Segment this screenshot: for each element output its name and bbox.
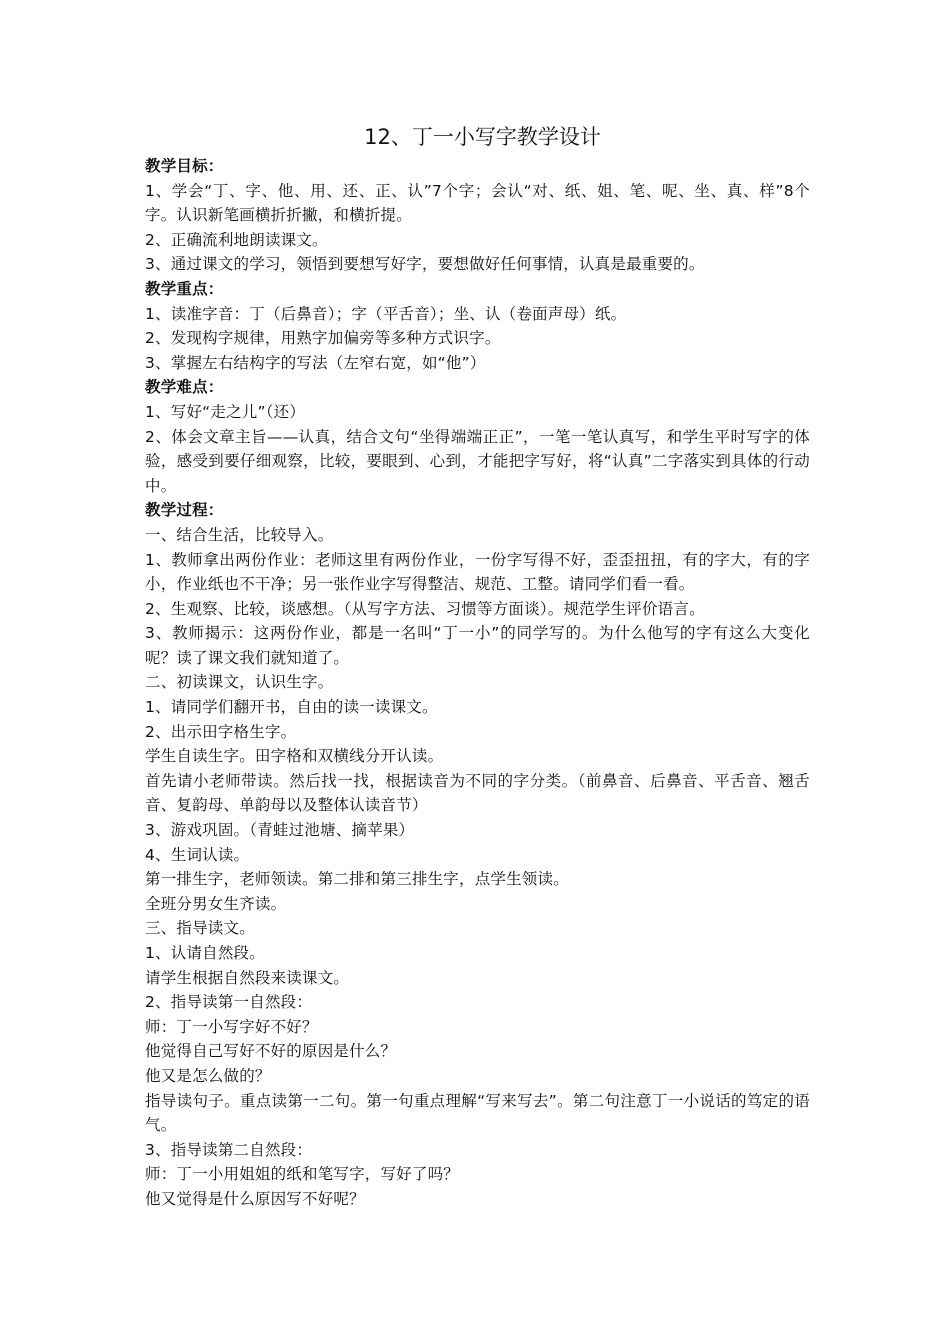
paragraph-line: 1、教师拿出两份作业：老师这里有两份作业，一份字写得不好，歪歪扭扭，有的字大，有的字小，作业纸也不干净；另一张作业字写得整洁、规范、工整。请同学们看一看。 xyxy=(145,550,810,594)
document-title: 12、丁一小写字教学设计 xyxy=(364,125,601,149)
paragraph-line: 他觉得自己写好不好的原因是什么？ xyxy=(145,1042,397,1061)
section-heading: 教学难点： xyxy=(145,378,224,397)
paragraph-line: 首先请小老师带读。然后找一找，根据读音为不同的字分类。（前鼻音、后鼻音、平舌音、翘舌音、复韵母、单韵母以及整体认读音节） xyxy=(145,771,810,815)
paragraph-line: 2、体会文章主旨——认真，结合文句“坐得端端正正”，一笔一笔认真写，和学生平时写字的体验，感受到要仔细观察，比较，要眼到、心到，才能把字写好，将“认真”二字落实到具体的行动中。 xyxy=(145,427,810,495)
paragraph-line: 1、请同学们翻开书，自由的读一读课文。 xyxy=(145,698,438,717)
paragraph-line: 指导读句子。重点读第一二句。第一句重点理解“写来写去”。第二句注意丁一小说话的笃定的语气。 xyxy=(145,1091,810,1135)
paragraph-line: 二、初读课文，认识生字。 xyxy=(145,673,334,692)
paragraph-line: 他又是怎么做的？ xyxy=(145,1066,271,1085)
paragraph-line: 1、读准字音：丁（后鼻音）；字（平舌音）；坐、认（卷面声母）纸。 xyxy=(145,304,627,323)
paragraph-line: 2、指导读第一自然段： xyxy=(145,993,313,1012)
paragraph-line: 2、发现构字规律，用熟字加偏旁等多种方式识字。 xyxy=(145,329,501,348)
paragraph-line: 三、指导读文。 xyxy=(145,919,255,938)
paragraph-line: 第一排生字，老师领读。第二排和第三排生字，点学生领读。 xyxy=(145,870,569,889)
paragraph-line: 3、指导读第二自然段： xyxy=(145,1140,313,1159)
paragraph-line: 1、写好“走之儿”（还） xyxy=(145,402,306,421)
paragraph-line: 请学生根据自然段来读课文。 xyxy=(145,968,350,987)
document-body xyxy=(145,154,810,1212)
paragraph-line: 全班分男女生齐读。 xyxy=(145,894,287,913)
paragraph-line: 2、出示田字格生字。 xyxy=(145,722,297,741)
paragraph-line: 师：丁一小用姐姐的纸和笔写字，写好了吗？ xyxy=(145,1165,460,1184)
section-heading: 教学重点： xyxy=(145,279,224,298)
section-heading: 教学过程： xyxy=(145,501,224,520)
paragraph-line: 3、通过课文的学习，领悟到要想写好字，要想做好任何事情，认真是最重要的。 xyxy=(145,255,705,274)
paragraph-line: 1、学会“丁、字、他、用、还、正、认”7个字；会认“对、纸、姐、笔、呢、坐、真、样”8个字。认识新笔画横折折撇，和横折提。 xyxy=(145,181,810,225)
paragraph-line: 3、游戏巩固。（青蛙过池塘、摘苹果） xyxy=(145,821,415,840)
document-page xyxy=(145,120,810,1212)
paragraph-line: 1、认请自然段。 xyxy=(145,944,265,962)
paragraph-line: 4、生词认读。 xyxy=(145,845,250,864)
paragraph-line: 2、生观察、比较，谈感想。（从写字方法、习惯等方面谈）。规范学生评价语言。 xyxy=(145,599,705,618)
paragraph-line: 他又觉得是什么原因写不好呢？ xyxy=(145,1189,365,1208)
paragraph-line: 师：丁一小写字好不好？ xyxy=(145,1017,318,1036)
paragraph-line: 3、教师揭示：这两份作业，都是一名叫“丁一小”的同学写的。为什么他写的字有这么大变化呢？读了课文我们就知道了。 xyxy=(145,624,810,667)
paragraph-line: 2、正确流利地朗读课文。 xyxy=(145,230,328,249)
paragraph-line: 一、结合生活，比较导入。 xyxy=(145,525,334,544)
section-heading: 教学目标： xyxy=(145,157,224,175)
paragraph-line: 3、掌握左右结构字的写法（左窄右宽，如“他”） xyxy=(145,353,486,372)
paragraph-line: 学生自读生字。田字格和双横线分开认读。 xyxy=(145,747,444,766)
